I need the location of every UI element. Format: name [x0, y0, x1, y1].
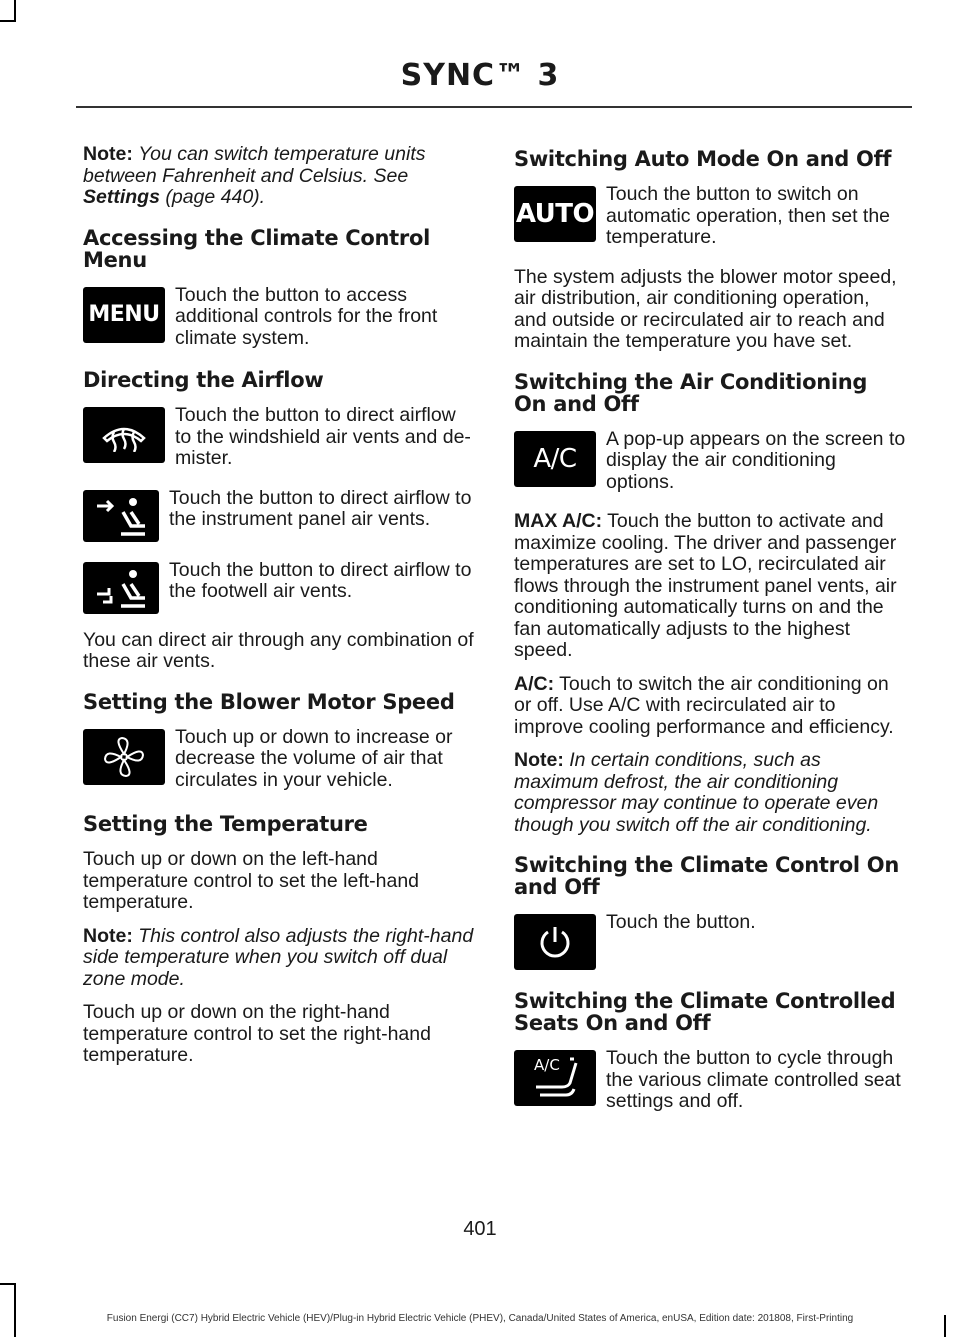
footer-edition-info: Fusion Energi (CC7) Hybrid Electric Vehicle (HEV)/Plug-in Hybrid Electric Vehicle (PHEV), Canada/United States of America, enUSA, Edition date: 201808, First-Printing: [106, 1313, 854, 1324]
auto-button-icon: AUTO: [514, 186, 596, 242]
heading-air-conditioning: Switching the Air Conditioning On and Off: [514, 369, 868, 416]
airflow-windshield-text: Touch the button to direct airflow to the windshield air vents and de-mister.: [175, 404, 471, 469]
heading-airflow: Directing the Airflow: [83, 368, 324, 392]
auto-mode-description: The system adjusts the blower motor speed, air distribution, air conditioning operation, and outside or recirculated air to reach and maintain the temperature you have set.: [514, 265, 897, 352]
page-header-title: SYNC™ 3: [400, 58, 560, 93]
header-divider: [76, 106, 912, 108]
temperature-right-text: Touch up or down on the right-hand temperature control to set the right-hand temperature.: [83, 1001, 431, 1066]
heading-climate-on-off: Switching the Climate Control On and Off: [514, 853, 899, 899]
climate-on-off-row: [514, 911, 906, 970]
ac-note: Note: In certain conditions, such as maximum defrost, the air conditioning compressor may continue to operate even though you switch off the air conditioning.: [514, 749, 879, 836]
climate-seats-text: Touch the button to cycle through the various climate controlled seat settings and off.: [606, 1047, 901, 1112]
temperature-note: Note: This control also adjusts the right-hand side temperature when you switch off dual zone mode.: [83, 924, 474, 990]
airflow-panel-row: [83, 486, 475, 542]
heading-temperature: Setting the Temperature: [83, 812, 368, 836]
crop-mark: [0, 20, 16, 22]
settings-link[interactable]: Settings: [83, 186, 160, 208]
ac-row: [514, 427, 906, 494]
climate-menu-text: Touch the button to access additional controls for the front climate system.: [175, 283, 438, 349]
ac-toggle-text: A/C: Touch to switch the air conditioning on or off. Use A/C with recirculated air to improve cooling performance and efficiency.: [514, 672, 894, 738]
crop-mark: [14, 1283, 16, 1337]
panel-vent-icon: [83, 490, 159, 542]
airflow-windshield-row: [83, 404, 475, 470]
page-number: 401: [463, 1218, 497, 1240]
max-ac-text: MAX A/C: Touch the button to activate and maximize cooling. The driver and passenger temperatures are set to LO, recirculated air flows through the instrument panel vents, air conditioning automatically turns on and the fan automatically adjusts to the highest speed.: [514, 510, 897, 661]
left-column: [83, 144, 475, 1079]
temperature-left-text: Touch up or down on the left-hand temperature control to set the left-hand temperature.: [83, 848, 420, 913]
right-column: [514, 148, 906, 1125]
ac-button-icon: A/C: [514, 431, 596, 487]
auto-mode-text: Touch the button to switch on automatic operation, then set the temperature.: [606, 183, 891, 248]
footwell-vent-icon: [83, 562, 159, 614]
crop-mark: [0, 1283, 16, 1285]
blower-text: Touch up or down to increase or decrease the volume of air that circulates in your vehicle.: [175, 725, 453, 791]
crop-mark: [14, 0, 16, 22]
airflow-combination-text: You can direct air through any combination of these air vents.: [83, 628, 474, 672]
power-icon: [514, 914, 596, 970]
heading-auto-mode: Switching Auto Mode On and Off: [514, 147, 892, 171]
blower-row: [83, 725, 475, 792]
menu-button-icon: MENU: [83, 287, 165, 343]
fan-icon: [83, 729, 165, 785]
airflow-panel-text: Touch the button to direct airflow to the instrument panel air vents.: [169, 486, 472, 530]
climate-seats-row: [514, 1047, 906, 1113]
windshield-defrost-icon: [83, 407, 165, 463]
heading-climate-seats: Switching the Climate Controlled Seats On and Off: [514, 989, 896, 1035]
climate-menu-row: [83, 283, 475, 350]
heading-climate-menu: Accessing the Climate Control Menu: [83, 225, 430, 272]
climate-seat-icon: A/C: [514, 1050, 596, 1106]
climate-on-off-text: Touch the button.: [606, 911, 756, 933]
ac-popup-text: A pop-up appears on the screen to display the air conditioning options.: [606, 427, 906, 493]
airflow-footwell-text: Touch the button to direct airflow to the footwell air vents.: [169, 558, 472, 602]
heading-blower: Setting the Blower Motor Speed: [83, 689, 455, 714]
auto-mode-row: [514, 183, 906, 249]
note-temperature-units: Note: You can switch temperature units between Fahrenheit and Celsius. See Settings (page 440).: [83, 143, 426, 208]
airflow-footwell-row: [83, 558, 475, 614]
